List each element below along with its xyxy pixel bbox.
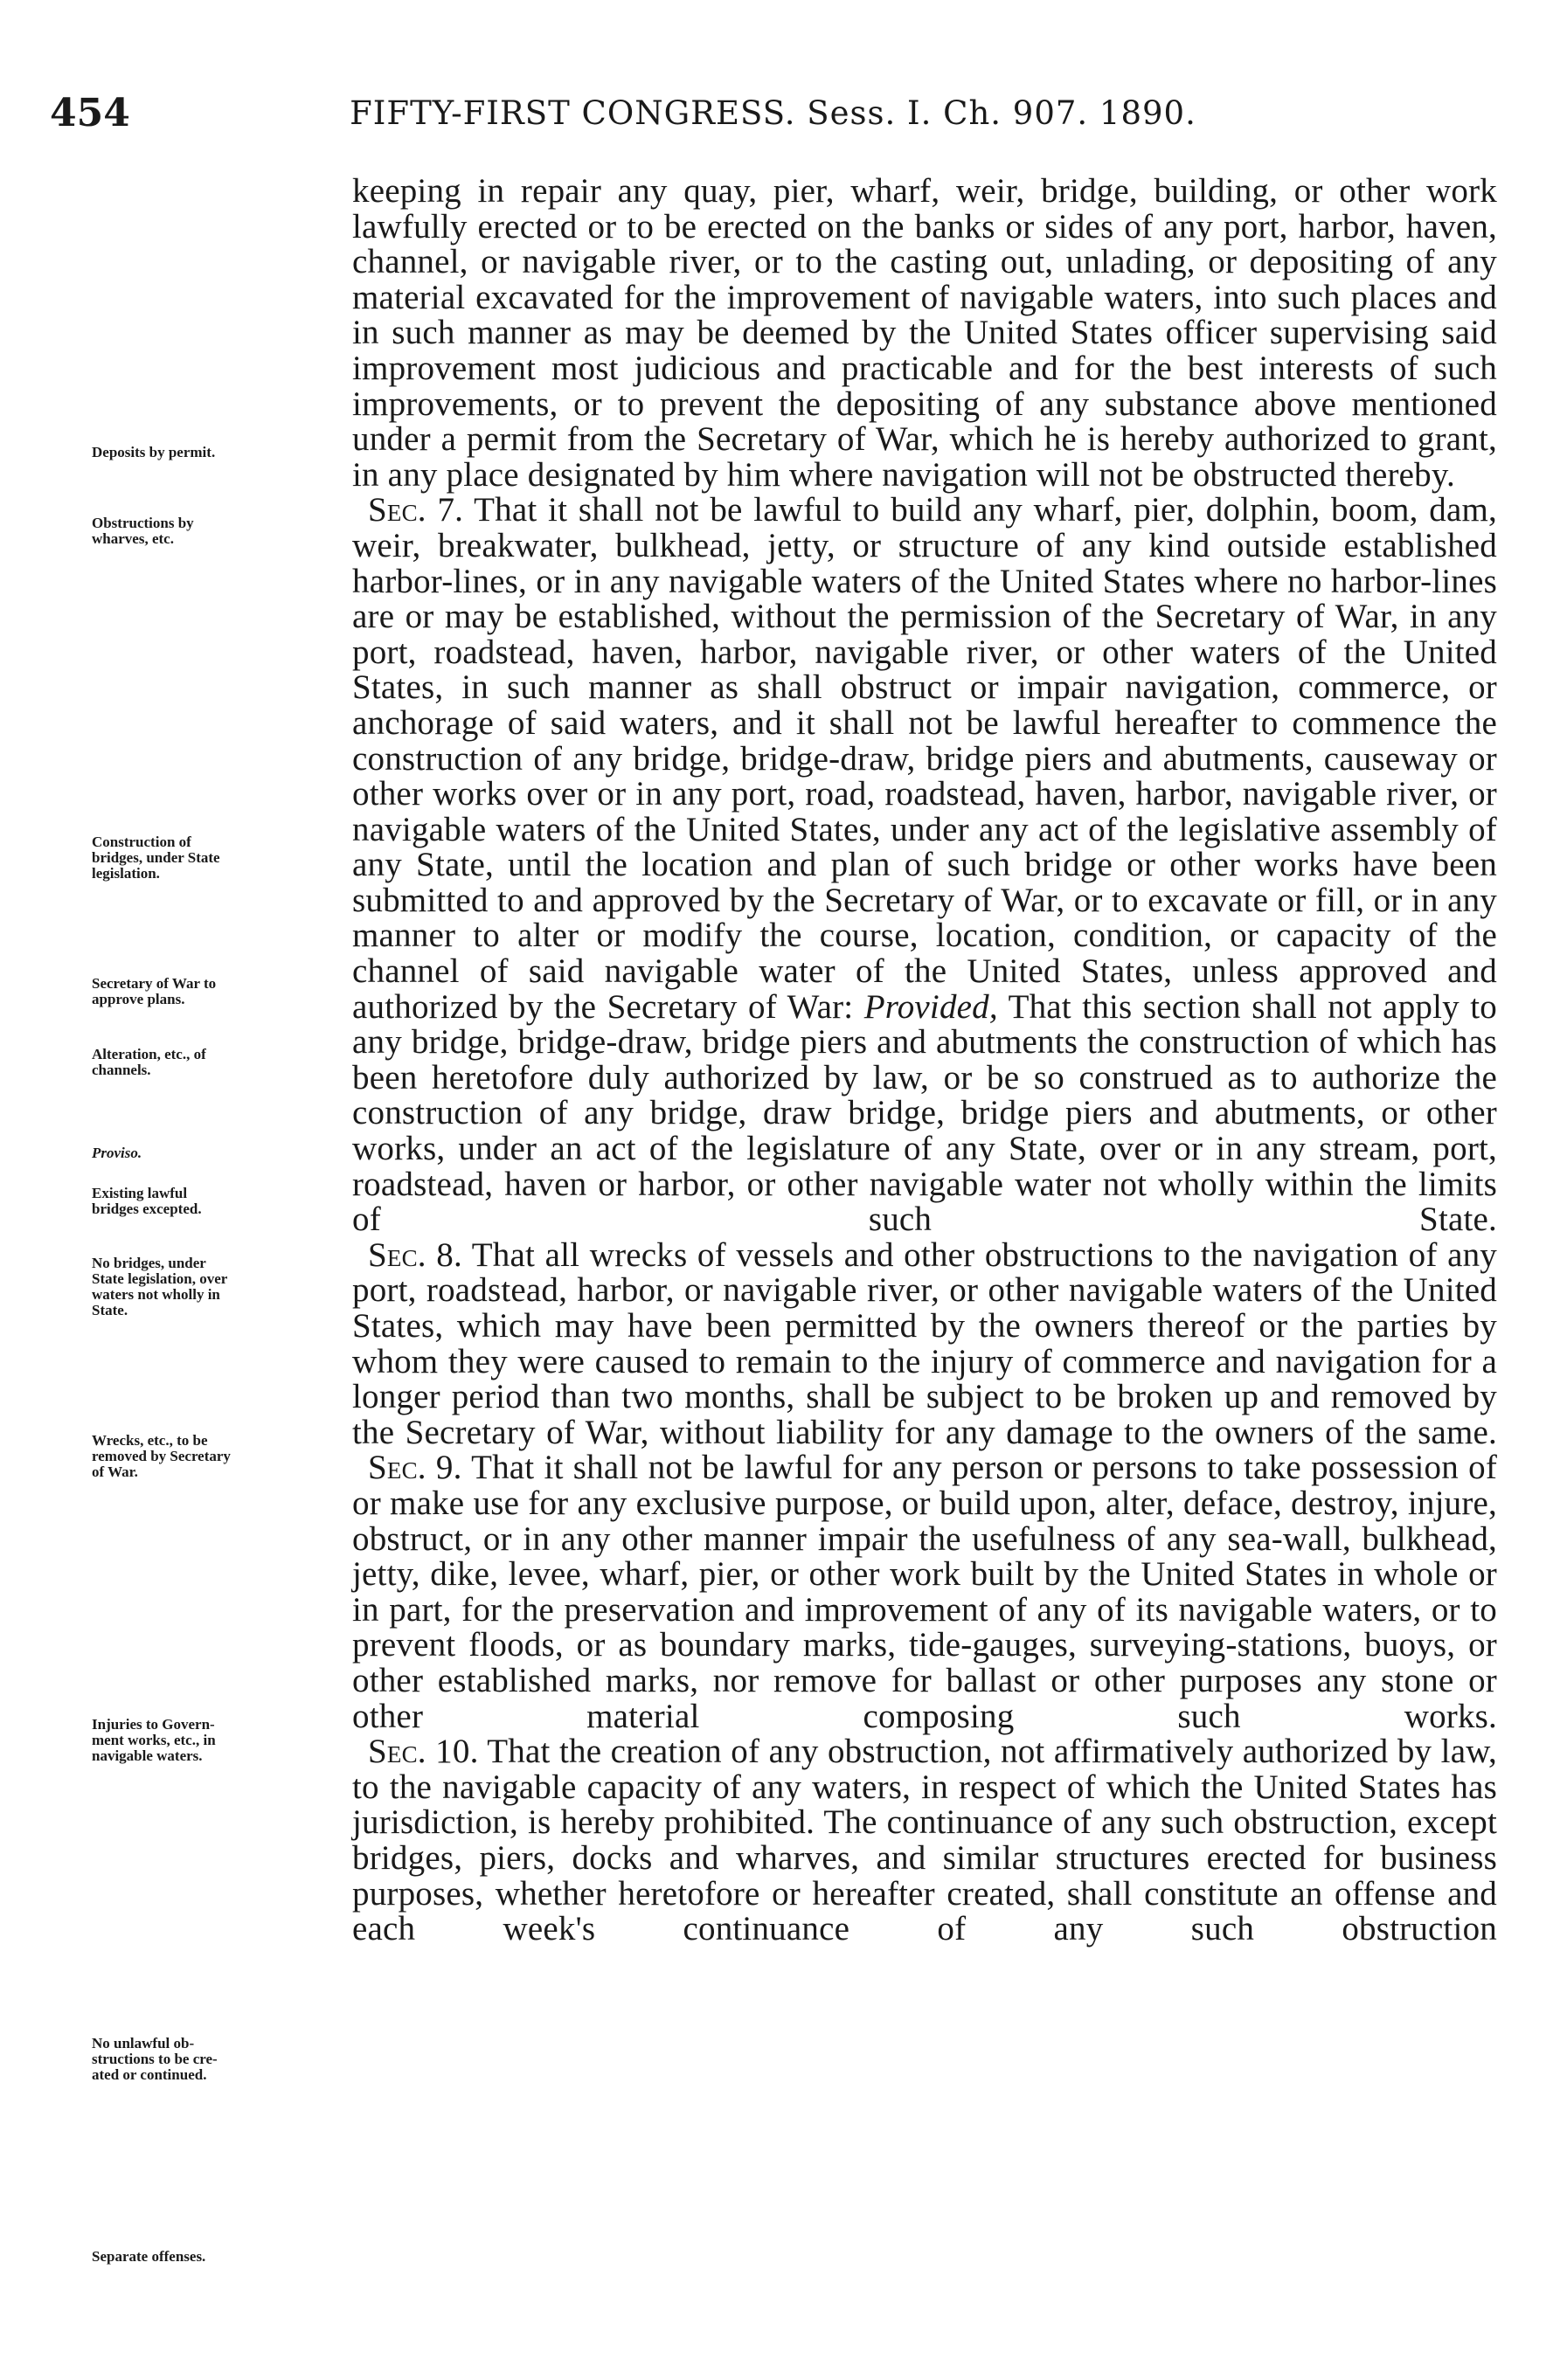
- margin-note-wrecks-removed: Wrecks, etc., to be removed by Secretary of War.: [92, 1432, 231, 1480]
- margin-note-separate-offenses: Separate offenses.: [92, 2248, 206, 2265]
- margin-note-no-bridges-state-legislation: No bridges, under State legislation, over waters not wholly in State.: [92, 1255, 228, 1318]
- header-title: FIFTY-FIRST CONGRESS. Sess. I. Ch. 907. 1890.: [350, 94, 1196, 132]
- margin-note-proviso: Proviso.: [92, 1145, 142, 1161]
- section-8-label: Sec. 8.: [368, 1235, 462, 1274]
- margin-note-alteration-of-channels: Alteration, etc., of channels.: [92, 1046, 206, 1078]
- margin-note-construction-of-bridges: Construction of bridges, under State legislation.: [92, 834, 220, 882]
- section-9-label: Sec. 9.: [368, 1449, 462, 1487]
- body-text: [352, 174, 1497, 1948]
- page-number: 454: [50, 91, 130, 135]
- margin-note-existing-bridges-excepted: Existing lawful bridges excepted.: [92, 1185, 202, 1217]
- margin-note-no-unlawful-obstructions: No unlawful ob- structions to be cre- ated or continued.: [92, 2035, 218, 2083]
- running-head: [50, 87, 1496, 140]
- margin-note-secretary-approve-plans: Secretary of War to approve plans.: [92, 975, 217, 1007]
- section-9: Sec. 9. That it shall not be lawful for any person or persons to take possession of or make use for any exclusive purpose, or build upon, alter, deface, destroy, injure, obstruct, or in any other manner impair the usefulness of any sea-wall, bulkhead, jetty, dike, levee, wharf, pier, or other work built by the United States in whole or in part, for the preservation and improvement of any of its navigable waters, or to prevent floods, or as boundary marks, tide-gauges, surveying-stations, buoys, or other established marks, nor remove for ballast or other purposes any stone or other material composing such works.: [352, 1449, 1498, 1735]
- margin-note-injuries-government-works: Injuries to Govern- ment works, etc., in navigable waters.: [92, 1716, 216, 1764]
- margin-note-deposits-by-permit: Deposits by permit.: [92, 444, 216, 460]
- proviso-word: Provided,: [863, 987, 998, 1026]
- section-10-label: Sec. 10.: [368, 1733, 479, 1771]
- section-7: Sec. 7. That it shall not be lawful to build any wharf, pier, dolphin, boom, dam, weir, breakwater, bulkhead, jetty, or structure of any kind outside established harbor-lines, or in any navigable waters of the United States where no harbor-lines are or may be established, without the permission of the Secretary of War, in any port, roadstead, haven, harbor, navigable river, or other waters of the United States, in such manner as shall obstruct or impair navigation, commerce, or anchorage of said waters, and it shall not be lawful hereafter to commence the construction of any bridge, bridge-draw, bridge piers and abutments, causeway or other works over or in any port, road, roadstead, haven, harbor, navigable river, or navigable waters of the United States, under any act of the legislative assembly of any State, until the location and plan of such bridge or other works have been submitted to and approved by the Secretary of War, or to excavate or fill, or in any manner to alter or modify the course, location, condition, or capacity of the channel of said navigable water of the United States, unless approved and authorized by the Secretary of War: Provided, That this section shall not apply to any bridge, bridge-draw, bridge piers and abutments the construction of which has been heretofore duly authorized by law, or be so construed as to authorize the construction of any bridge, draw bridge, bridge piers and abutments, or other works, under an act of the legislature of any State, over or in any stream, port, roadstead, haven or harbor, or other navigable water not wholly within the limits of such State.: [352, 491, 1498, 1239]
- section-7-label: Sec. 7.: [368, 491, 464, 529]
- margin-note-obstructions-by-wharves: Obstructions by wharves, etc.: [92, 515, 194, 547]
- section-10: Sec. 10. That the creation of any obstruction, not affirmatively authorized by law, to the navigable capacity of any waters, in respect of which the United States has jurisdiction, is hereby prohibited. The continuance of any such obstruction, except bridges, piers, docks and wharves, and similar structures erected for business purposes, whether heretofore or hereafter created, shall constitute an offense and each week's continuance of any such obstruction: [352, 1733, 1497, 1948]
- paragraph-intro: keeping in repair any quay, pier, wharf, weir, bridge, building, or other work lawfully erected or to be erected on the banks or sides of any port, harbor, haven, channel, or navigable river, or to the casting out, unlading, or depositing of any material excavated for the improvement of navigable waters, into such places and in such manner as may be deemed by the United States officer supervising said improvement most judicious and practicable and for the best interests of such improvements, or to prevent the depositing of any substance above mentioned under a permit from the Secretary of War, which he is hereby authorized to grant, in any place designated by him where navigation will not be obstructed thereby.: [352, 172, 1497, 494]
- section-8: Sec. 8. That all wrecks of vessels and other obstructions to the navigation of any port, roadstead, harbor, or navigable river, or other navigable waters of the United States, which may have been permitted by the owners thereof or the parties by whom they were caused to remain to the injury of commerce and navigation for a longer period than two months, shall be subject to be broken up and removed by the Secretary of War, without liability for any damage to the owners of the same.: [352, 1235, 1498, 1451]
